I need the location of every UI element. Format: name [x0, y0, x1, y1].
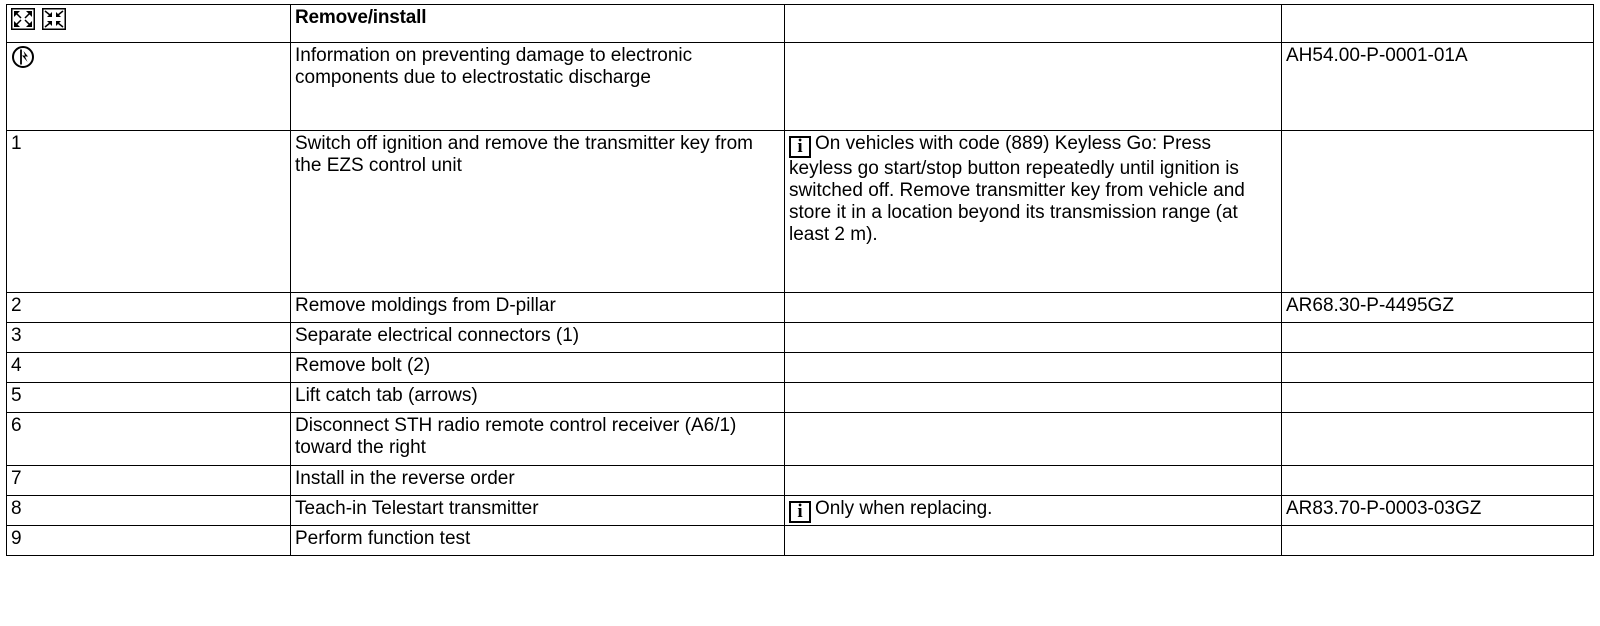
step-number: 4: [7, 353, 291, 383]
doc-reference-link: [1282, 353, 1594, 383]
step-action: Install in the reverse order: [291, 466, 785, 496]
step-number: 3: [7, 323, 291, 353]
step-action: Remove moldings from D-pillar: [291, 293, 785, 323]
step-number: 7: [7, 466, 291, 496]
view-controls-cell: [7, 5, 291, 43]
doc-reference-link[interactable]: AR68.30-P-4495GZ: [1282, 293, 1594, 323]
table-row: [7, 496, 1594, 526]
step-action: Teach-in Telestart transmitter: [291, 496, 785, 526]
table-row: [7, 526, 1594, 556]
step-number: 1: [7, 131, 291, 293]
table-row: [7, 413, 1594, 466]
table-row: [7, 466, 1594, 496]
step-note-text: Only when replacing.: [815, 498, 993, 519]
step-action: Remove bolt (2): [291, 353, 785, 383]
doc-reference-link: [1282, 413, 1594, 466]
step-note-text: On vehicles with code (889) Keyless Go: Press keyless go start/stop button repeatedly until ignition is switched off. Remove transmitter key from vehicle and store it in a location beyond its transmission range (at least 2 m).: [789, 133, 1245, 245]
step-note: [785, 131, 1282, 293]
step-action: Separate electrical connectors (1): [291, 323, 785, 353]
step-action: Information on preventing damage to electronic components due to electrostatic discharge: [291, 43, 785, 131]
doc-reference-link: [1282, 383, 1594, 413]
table-row: [7, 293, 1594, 323]
table-row: [7, 323, 1594, 353]
step-note: [785, 293, 1282, 323]
step-note: [785, 383, 1282, 413]
info-icon: [789, 501, 811, 523]
procedure-table: [6, 4, 1594, 556]
section-title: Remove/install: [291, 5, 785, 43]
step-number: 2: [7, 293, 291, 323]
header-note-cell: [785, 5, 1282, 43]
step-number: 5: [7, 383, 291, 413]
expand-view-icon[interactable]: [11, 8, 35, 30]
step-note: [785, 323, 1282, 353]
table-header-row: [7, 5, 1594, 43]
doc-reference-link: [1282, 323, 1594, 353]
doc-reference-link[interactable]: AH54.00-P-0001-01A: [1282, 43, 1594, 131]
doc-reference-link[interactable]: [1282, 131, 1594, 293]
table-row: [7, 383, 1594, 413]
doc-reference-link: [1282, 526, 1594, 556]
collapse-view-icon[interactable]: [42, 8, 66, 30]
step-action: Lift catch tab (arrows): [291, 383, 785, 413]
step-note: [785, 413, 1282, 466]
step-number: 8: [7, 496, 291, 526]
doc-reference-link[interactable]: AR83.70-P-0003-03GZ: [1282, 496, 1594, 526]
step-action: Switch off ignition and remove the transmitter key from the EZS control unit: [291, 131, 785, 293]
step-note: [785, 353, 1282, 383]
step-note: [785, 466, 1282, 496]
table-row: [7, 131, 1594, 293]
header-ref-cell: [1282, 5, 1594, 43]
esd-warning-icon: [11, 45, 286, 69]
info-icon: [789, 136, 811, 158]
step-note: [785, 43, 1282, 131]
step-action: Disconnect STH radio remote control receiver (A6/1) toward the right: [291, 413, 785, 466]
step-number: 6: [7, 413, 291, 466]
table-row: [7, 43, 1594, 131]
doc-reference-link: [1282, 466, 1594, 496]
step-action: Perform function test: [291, 526, 785, 556]
step-number: 9: [7, 526, 291, 556]
step-note: [785, 526, 1282, 556]
table-row: [7, 353, 1594, 383]
esd-icon-cell: [7, 43, 291, 131]
step-note: [785, 496, 1282, 526]
